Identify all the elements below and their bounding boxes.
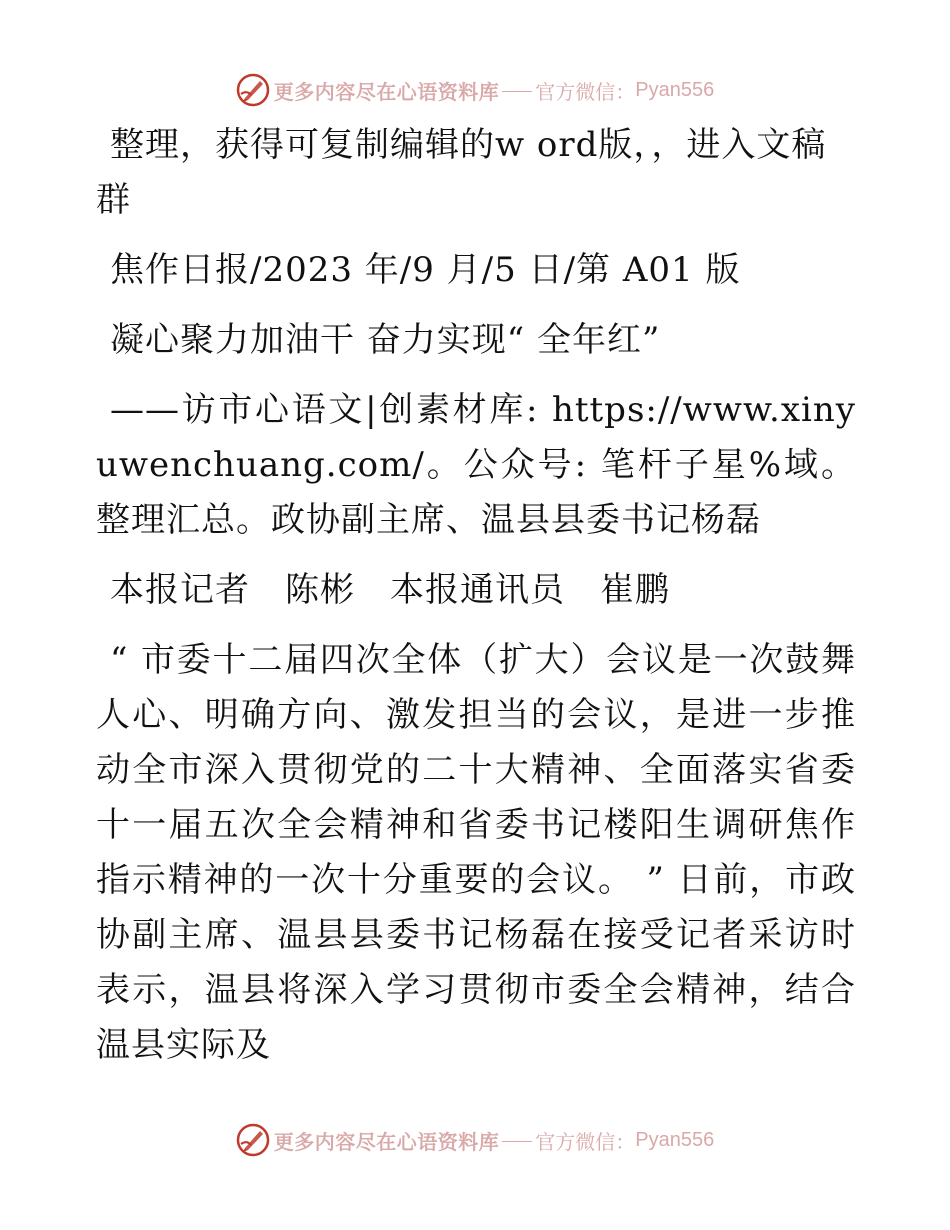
article-subheadline: ——访市心语文|创素材库: https://www.xinyuwenchuang.com/。公众号: 笔杆子星%域。整理汇总。政协副主席、温县县委书记杨磊 <box>96 390 856 540</box>
byline: 本报记者 陈彬 本报通讯员 崔鹏 <box>110 570 670 610</box>
footer-watermark-banner <box>0 1120 950 1160</box>
banner-wechat-label: 官方微信： <box>535 79 636 104</box>
banner-wechat-id: Pyan556 <box>635 1128 715 1151</box>
article-paragraph: “ 市委十二届四次全体（扩大）会议是一次鼓舞人心、明确方向、激发担当的会议，是进一步推动全市深入贯彻党的二十大精神、全面落实省委十一届五次全会精神和省委书记楼阳生调研焦作指示精神的一次十分重要的会议。 ” 日前，市政协副主席、温县县委书记杨磊在接受记者采访时表示，温县将深入学习贯彻市委全会精神，结合温县实际及 <box>96 640 856 1065</box>
article-headline: 凝心聚力加油干 奋力实现“ 全年红” <box>110 320 661 360</box>
banner-main-text: 更多内容尽在心语资料库 <box>273 79 500 104</box>
banner-dash <box>502 1141 532 1142</box>
header-watermark-banner <box>0 70 950 110</box>
banner-dash <box>502 91 532 92</box>
banner-main-text: 更多内容尽在心语资料库 <box>273 1129 500 1154</box>
article-body <box>96 118 856 1073</box>
banner-wechat-label: 官方微信： <box>535 1129 636 1154</box>
banner-wechat-id: Pyan556 <box>635 78 715 101</box>
quill-pen-logo-icon <box>236 1123 270 1157</box>
quill-pen-logo-icon <box>236 73 270 107</box>
intro-note: 整理，获得可复制编辑的w ord版，，进入文稿群 <box>96 125 827 220</box>
source-line: 焦作日报/2023 年/9 月/5 日/第 A01 版 <box>110 250 741 290</box>
